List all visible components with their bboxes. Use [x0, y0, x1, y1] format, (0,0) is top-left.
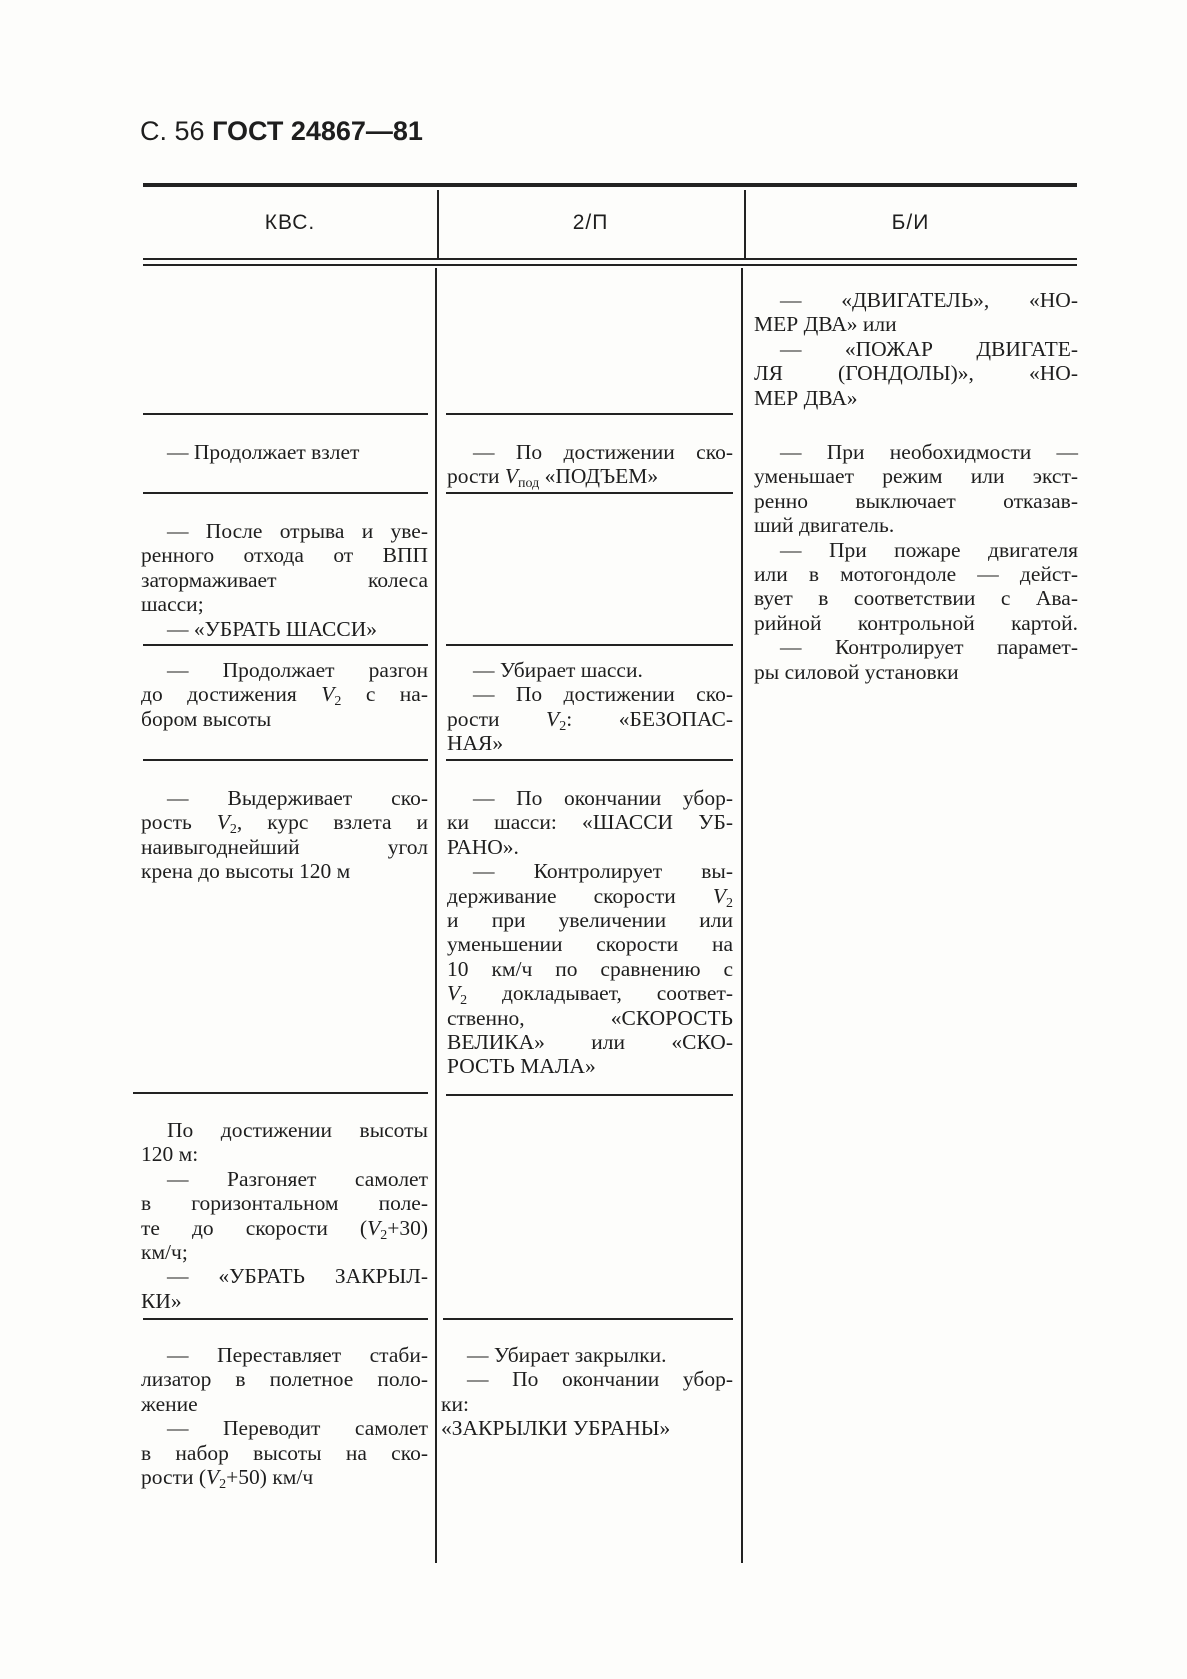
kvs-row-rule: [143, 759, 428, 761]
header-rule-1: [143, 258, 1077, 260]
kvs-step-hold-speed: — Выдерживает ско- рость $V_2$, курс взлета и наивыгоднейший угол крена до высоты 120 м: [141, 786, 429, 884]
kvs-row-rule: [143, 413, 428, 415]
2p-row-rule: [446, 644, 733, 646]
column-header-2p: 2/П: [572, 211, 609, 234]
page-header: [140, 113, 423, 149]
kvs-step-accelerate-v2: — Продолжает разгон до достижения $V_2$ с на- бором высоты: [141, 658, 429, 731]
2p-row-rule: [446, 1094, 733, 1096]
column-divider-2: [741, 268, 743, 1563]
kvs-row-rule: [143, 1318, 428, 1320]
document-code: ГОСТ 24867—81: [212, 116, 423, 146]
kvs-row-rule: [143, 492, 428, 494]
2p-step-gear-up: — Убирает шасси. — По достижении ско- рости $V_2$: «БЕЗОПАС- НАЯ»: [447, 658, 733, 756]
2p-row-rule: [446, 492, 733, 494]
2p-row-rule: [446, 413, 733, 415]
kvs-step-at-120m: По достижении высоты 120 м: — Разгоняет самолет в горизонтальном поле- те до скорости $(V_2+30)$ км/ч; — «УБРАТЬ ЗАКРЫЛ- КИ»: [141, 1118, 428, 1313]
table-top-rule: [143, 183, 1077, 187]
column-header-kvs: КВС.: [264, 211, 316, 234]
column-divider-1: [435, 268, 437, 1563]
header-rule-2: [143, 264, 1077, 266]
page-number: С. 56: [140, 116, 205, 146]
2p-row-rule: [446, 759, 733, 761]
kvs-step-after-liftoff: — После отрыва и уве- ренного отхода от ВПП затормаживает колеса шасси; — «УБРАТЬ ШАССИ»: [141, 519, 428, 641]
kvs-row-rule: [143, 644, 428, 646]
2p-row-rule: [443, 1318, 733, 1320]
kvs-row-rule: [133, 1092, 428, 1094]
2p-step-flaps-up: — Убирает закрылки. — По окончании убор- ки: «ЗАКРЫЛКИ УБРАНЫ»: [441, 1343, 733, 1441]
bi-engine-actions: — При необохидмости — уменьшает режим или экст- ренно выключает отказав- ший двигатель. — При пожаре двигателя или в мотогондоле — дейст- вует в соответствии с Ава- рийной контрольной картой. — Контролирует парамет- ры силовой установки: [754, 440, 1078, 684]
column-header-bi: Б/И: [891, 211, 930, 234]
2p-step-monitor-speed: — По окончании убор- ки шасси: «ШАССИ УБ- РАНО». — Контролирует вы- держивание скорости $V_2$ и при увеличении или уменьшении скорости на 10 км/ч по сравнению с $V_2$ докладывает, соответ- ственно, «СКОРОСТЬ ВЕЛИКА» или «СКО- РОСТЬ МАЛА»: [447, 786, 734, 1079]
2p-step-rotate: — По достижении ско- рости $V_{под}$ «ПОДЪЕМ»: [447, 440, 733, 492]
kvs-step-stabilizer: — Переставляет стаби- лизатор в полетное поло- жение — Переводит самолет в набор высоты на ско- рости $(V_2+50)$ км/ч: [141, 1343, 428, 1493]
kvs-step-continue-takeoff: — Продолжает взлет: [167, 440, 360, 464]
bi-commands: — «ДВИГАТЕЛЬ», «НО- МЕР ДВА» или — «ПОЖАР ДВИГАТЕ- ЛЯ (ГОНДОЛЫ)», «НО- МЕР ДВА»: [754, 288, 1078, 410]
